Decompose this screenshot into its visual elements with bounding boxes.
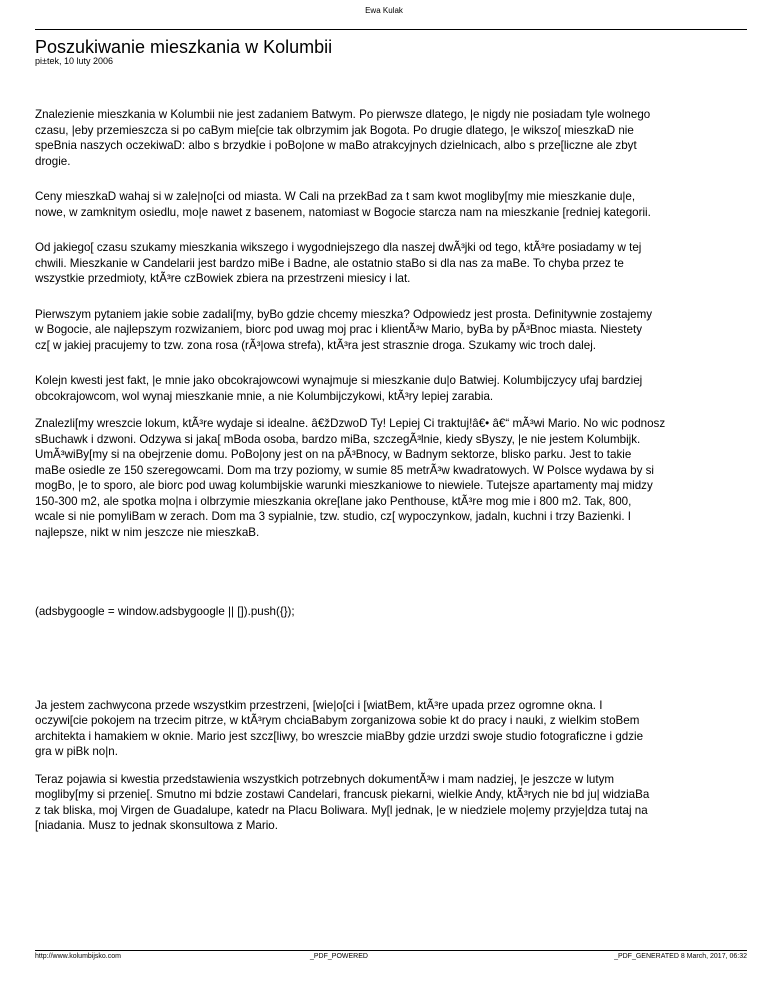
paragraph-house: Znalezli[my wreszcie lokum, ktÃ³re wydaje si idealne. â€žDzwoD Ty! Lepiej Ci traktuj!â€• â€“ mÃ³wi Mario. No wic podnosz sBuchawk i dzwoni. Odzywa si jaka[ mBoda osoba, bardzo miBa, szczegÃ³lnie, kiedy sByszy, |e nie jestem Kolumbijk. UmÃ³wiBy[my si na obejrzenie domu. PoBo|ony jest on na pÃ³Bnocy, w Badnym sektorze, blisko parku. Jest to takie maBe osiedle ze 150 szeregowcami. Dom ma trzy poziomy, w sumie 85 metrÃ³w kwadratowych. W Polsce wydawa by si mogBo, |e to sporo, ale biorc pod uwag kolumbijskie warunki mieszkaniowe to niewiele. Tutejsze apartamenty maj midzy 150-300 m2, ale spotka mo|na i olbrzymie mieszkania okre[lane jako Penthouse, ktÃ³re mog mie i 800 m2. Tak, 800, wcale si nie pomyliBam w zerach. Dom ma 3 sypialnie, tzw. studio, cz[ wypoczynkow, jadaln, kuchni i trzy Bazienki. I najlepsze, nikt w nim jeszcze nie mieszkaB. <box>35 417 666 539</box>
paragraph-foreigner: Kolejn kwesti jest fakt, |e mnie jako obcokrajowcowi wynajmuje si mieszkanie du|o Batwiej. Kolumbijczycy ufaj bardziej obcokrajowcom, wol wynaj mieszkanie mnie, a nie Kolumbijczykowi, ktÃ³ry lepiej zarabia. <box>35 374 643 403</box>
footer-powered: _PDF_POWERED <box>310 953 368 960</box>
footer-generated: _PDF_GENERATED 8 March, 2017, 06:32 <box>614 953 747 960</box>
header-divider <box>35 29 747 30</box>
paragraph-location: Pierwszym pytaniem jakie sobie zadali[my, byBo gdzie chcemy mieszka? Odpowiedz jest prosta. Definitywnie zostajemy w Bogocie, ale najlepszym rozwizaniem, biorc pod uwag moj prac i klientÃ³w Mario, byBa by pÃ³Bnoc miasta. Niestety cz[ w jakiej pracujemy to tzw. zona rosa (rÃ³|owa strefa), ktÃ³ra jest strasznie droga. Szukamy wic troch dalej. <box>35 307 653 352</box>
article-body <box>35 107 735 834</box>
ad-script-text: (adsbygoogle = window.adsbygoogle || []).push({}); <box>35 605 295 618</box>
paragraph-documents: Teraz pojawia si kwestia przedstawienia wszystkich potrzebnych dokumentÃ³w i mam nadziej, |e jeszcze w lutym mogliby[my si przenie[. Smutno mi bdzie zostawi Candelari, francusk piekarni, wielkie Andy, ktÃ³rych nie bd ju| widziaBa z tak bliska, moj Virgen de Guadalupe, katedr na Placu Boliwara. My[l jednak, |e w niedziele mo|emy przyje|dza tutaj na [niadania. Musz to jednak skonsultowa z Mario. <box>35 772 650 832</box>
paragraph-search: Od jakiego[ czasu szukamy mieszkania wikszego i wygodniejszego dla naszej dwÃ³jki od tego, ktÃ³re posiadamy w tej chwili. Mieszkanie w Candelarii jest bardzo miBe i Badne, ale ostatnio staBo si dla nas za maBe. To chyba przez te wszystkie przedmioty, ktÃ³re czBowiek zbiera na przestrzeni miesicy i lat. <box>35 241 642 285</box>
footer-divider <box>35 950 747 951</box>
article-date: pi±tek, 10 luty 2006 <box>35 56 113 66</box>
article-title: Poszukiwanie mieszkania w Kolumbii <box>35 37 333 57</box>
header-author: Ewa Kulak <box>365 6 403 15</box>
paragraph-space: Ja jestem zachwycona przede wszystkim przestrzeni, [wie|o[ci i [wiatBem, ktÃ³re upada przez ogromne okna. I oczywi[cie pokojem na trzecim pitrze, w ktÃ³rym chciaBabym zorganizowa sobie kt do pracy i nauki, z wielkim stoBem architekta i hamakiem w oknie. Mario jest szcz[liwy, bo wreszcie miaBby gdzie urzdzi swoje studio fotograficzne i gdzie gra w piBk no|n. <box>35 698 644 758</box>
paragraph-prices: Ceny mieszkaD wahaj si w zale|no[ci od miasta. W Cali na przekBad za t sam kwot mogliby[my mie mieszkanie du|e, nowe, w zamknitym osiedlu, mo|e nawet z basenem, natomiast w Bogocie starcza nam na mieszkanie [redniej kategorii. <box>35 190 651 219</box>
paragraph-intro: Znalezienie mieszkania w Kolumbii nie jest zadaniem Batwym. Po pierwsze dlatego, |e nigdy nie posiadam tyle wolnego czasu, |eby przemieszcza si po caBym mie[cie tak olbrzymim jak Bogota. Po drugie dlatego, |e wikszo[ mieszkaD nie speBnia naszych oczekiwaD: albo s brzydkie i poBo|one w maBo atrakcyjnych dzielnicach, albo s prze[liczne ale zbyt drogie. <box>35 108 651 168</box>
footer-url-link[interactable]: http://www.kolumbijsko.com <box>35 953 121 960</box>
